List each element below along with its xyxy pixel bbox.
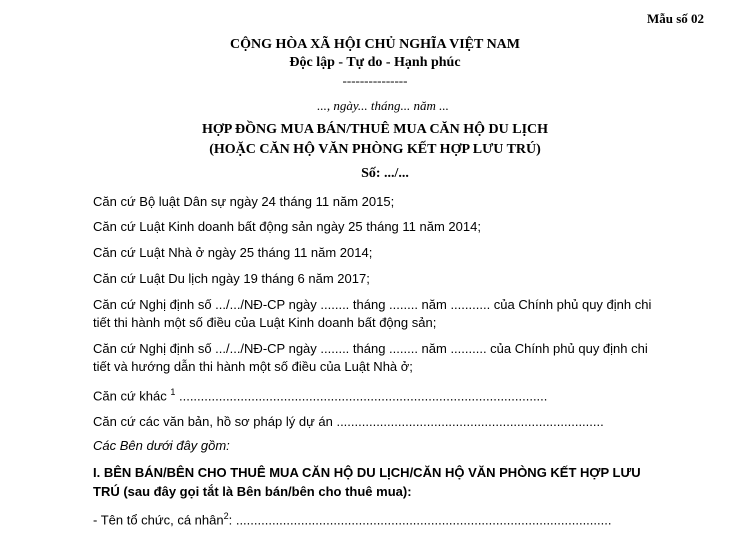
legal-basis-decree-2-line-1: Căn cứ Nghị định số .../.../NĐ-CP ngày ........ tháng ........ năm .......... của Chính phủ quy định chi xyxy=(93,341,648,356)
legal-basis-other-fill: ...................................................................................................... xyxy=(175,388,548,404)
form-number: Mẫu số 02 xyxy=(646,11,704,26)
field-seller-name-label: - Tên tổ chức, cá nhân xyxy=(93,512,224,528)
country-name: CỘNG HÒA XÃ HỘI CHỦ NGHĨA VIỆT NAM xyxy=(229,37,520,52)
legal-basis-decree-1-line-1: Căn cứ Nghị định số .../.../NĐ-CP ngày ........ tháng ........ năm ........... của Chính phủ quy định chi xyxy=(93,297,652,312)
legal-basis-other-label: Căn cứ khác xyxy=(93,388,167,404)
contract-number: Số: .../... xyxy=(361,166,409,181)
footnote-marker-2: 2 xyxy=(223,511,229,521)
legal-basis-civil-code: Căn cứ Bộ luật Dân sự ngày 24 tháng 11 năm 2015; xyxy=(93,194,395,209)
contract-subtitle: (HOẶC CĂN HỘ VĂN PHÒNG KẾT HỢP LƯU TRÚ) xyxy=(209,142,541,157)
footnote-marker-1: 1 xyxy=(170,387,176,397)
field-seller-name xyxy=(93,511,611,527)
date-line: ..., ngày... tháng... năm ... xyxy=(317,98,449,113)
field-seller-name-fill: : ........................................................................................................ xyxy=(228,512,612,528)
national-motto: Độc lập - Tự do - Hạnh phúc xyxy=(289,55,461,70)
section-seller-heading-line-2: TRÚ (sau đây gọi tắt là Bên bán/bên cho thuê mua): xyxy=(93,484,412,499)
legal-basis-housing-law: Căn cứ Luật Nhà ở ngày 25 tháng 11 năm 2014; xyxy=(93,245,373,260)
legal-basis-decree-1-line-2: tiết thi hành một số điều của Luật Kinh doanh bất động sản; xyxy=(93,315,437,330)
legal-basis-real-estate-law: Căn cứ Luật Kinh doanh bất động sản ngày 25 tháng 11 năm 2014; xyxy=(93,219,481,234)
section-seller-heading-line-1: I. BÊN BÁN/BÊN CHO THUÊ MUA CĂN HỘ DU LỊCH/CĂN HỘ VĂN PHÒNG KẾT HỢP LƯU xyxy=(93,465,641,480)
legal-basis-other xyxy=(93,387,547,403)
legal-basis-tourism-law: Căn cứ Luật Du lịch ngày 19 tháng 6 năm 2017; xyxy=(93,271,370,286)
header-rule: --------------- xyxy=(342,73,408,88)
legal-basis-decree-2-line-2: tiết và hướng dẫn thi hành một số điều của Luật Nhà ở; xyxy=(93,359,413,374)
parties-intro: Các Bên dưới đây gồm: xyxy=(93,438,230,453)
contract-title: HỢP ĐỒNG MUA BÁN/THUÊ MUA CĂN HỘ DU LỊCH xyxy=(201,122,549,137)
legal-basis-project-documents: Căn cứ các văn bản, hồ sơ pháp lý dự án .......................................................................... xyxy=(93,414,604,429)
